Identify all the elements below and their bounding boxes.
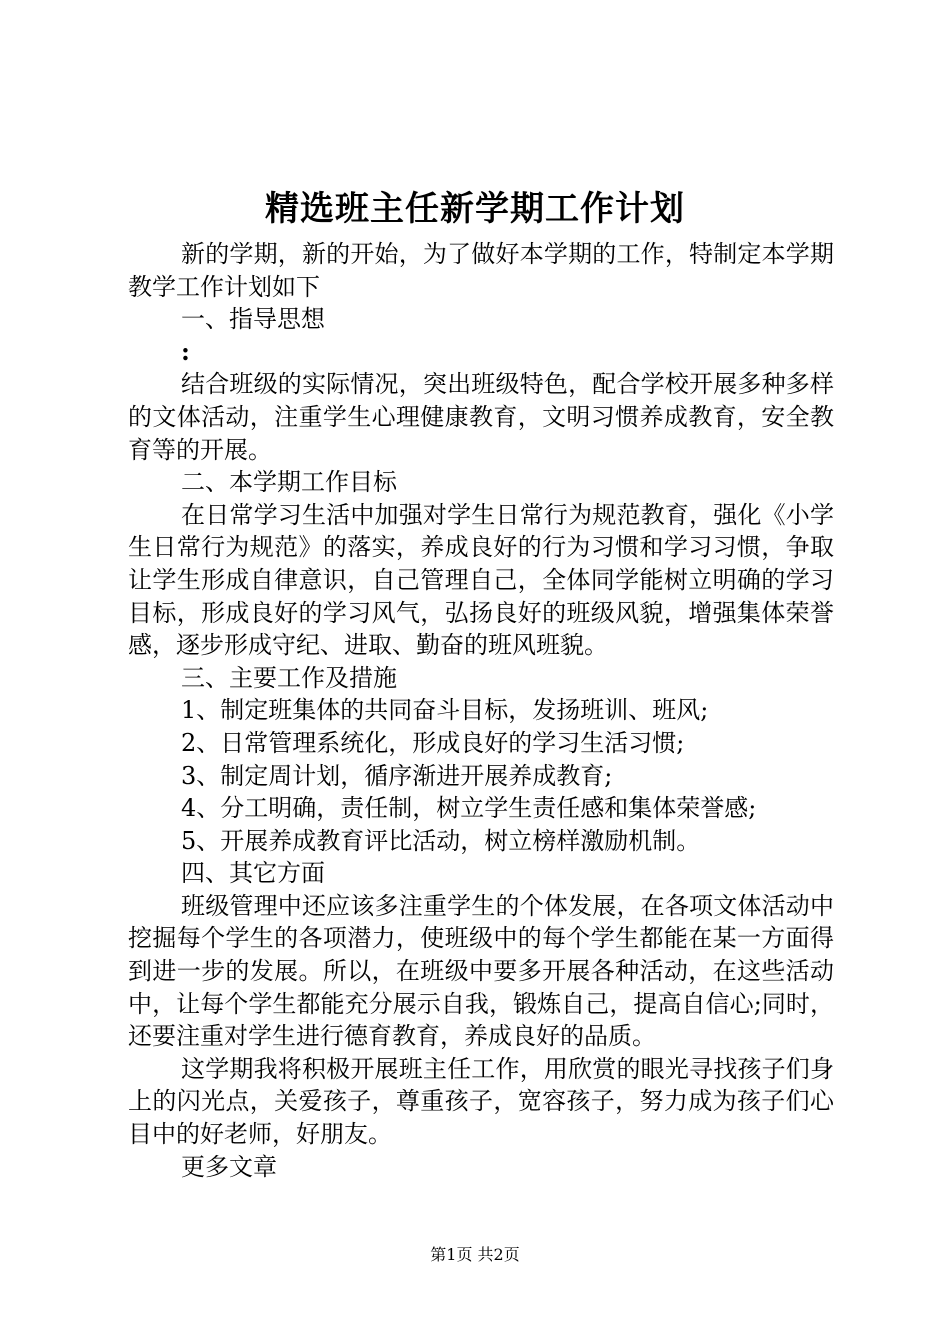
- measure-item-5: 5、开展养成教育评比活动，树立榜样激励机制。: [181, 826, 701, 855]
- guiding-ideology-paragraph: 结合班级的实际情况，突出班级特色，配合学校开展多种多样的文体活动，注重学生心理健康教育，文明习惯养成教育，安全教育等的开展。: [128, 370, 834, 464]
- measure-item-1: 1、制定班集体的共同奋斗目标，发扬班训、班风;: [181, 696, 709, 725]
- colon-line: :: [181, 336, 190, 366]
- measure-item-4: 4、分工明确，责任制，树立学生责任感和集体荣誉感;: [181, 794, 757, 823]
- closing-paragraph: 这学期我将积极开展班主任工作，用欣赏的眼光寻找孩子们身上的闪光点，关爱孩子，尊重孩子，宽容孩子，努力成为孩子们心目中的好老师，好朋友。: [128, 1054, 834, 1149]
- section-heading-main-measures: 三、主要工作及措施: [181, 663, 397, 692]
- section-heading-other-aspects: 四、其它方面: [181, 859, 325, 888]
- measure-item-2: 2、日常管理系统化，形成良好的学习生活习惯;: [181, 728, 685, 757]
- more-articles-link[interactable]: 更多文章: [181, 1152, 277, 1181]
- other-aspects-paragraph: 班级管理中还应该多注重学生的个体发展，在各项文体活动中挖掘每个学生的各项潜力，使班级中的每个学生都能在某一方面得到进一步的发展。所以，在班级中要多开展各种活动，在这些活动中，让每个学生都能充分展示自我，锻炼自己，提高自信心;同时，还要注重对学生进行德育教育，养成良好的品质。: [128, 891, 834, 1051]
- section-heading-guiding-ideology: 一、指导思想: [181, 305, 325, 334]
- intro-paragraph: 新的学期，新的开始，为了做好本学期的工作，特制定本学期教学工作计划如下: [128, 240, 834, 301]
- page-number-footer: 第1页 共2页: [430, 1245, 520, 1264]
- section-heading-semester-goals: 二、本学期工作目标: [181, 468, 397, 497]
- semester-goals-paragraph: 在日常学习生活中加强对学生日常行为规范教育，强化《小学生日常行为规范》的落实，养成良好的行为习惯和学习习惯，争取让学生形成自律意识，自己管理自己，全体同学能树立明确的学习目标，形成良好的学习风气，弘扬良好的班级风貌，增强集体荣誉感，逐步形成守纪、进取、勤奋的班风班貌。: [128, 500, 834, 660]
- measure-item-3: 3、制定周计划，循序渐进开展养成教育;: [181, 761, 613, 790]
- document-title: 精选班主任新学期工作计划: [265, 189, 685, 229]
- document-body: [128, 238, 834, 1183]
